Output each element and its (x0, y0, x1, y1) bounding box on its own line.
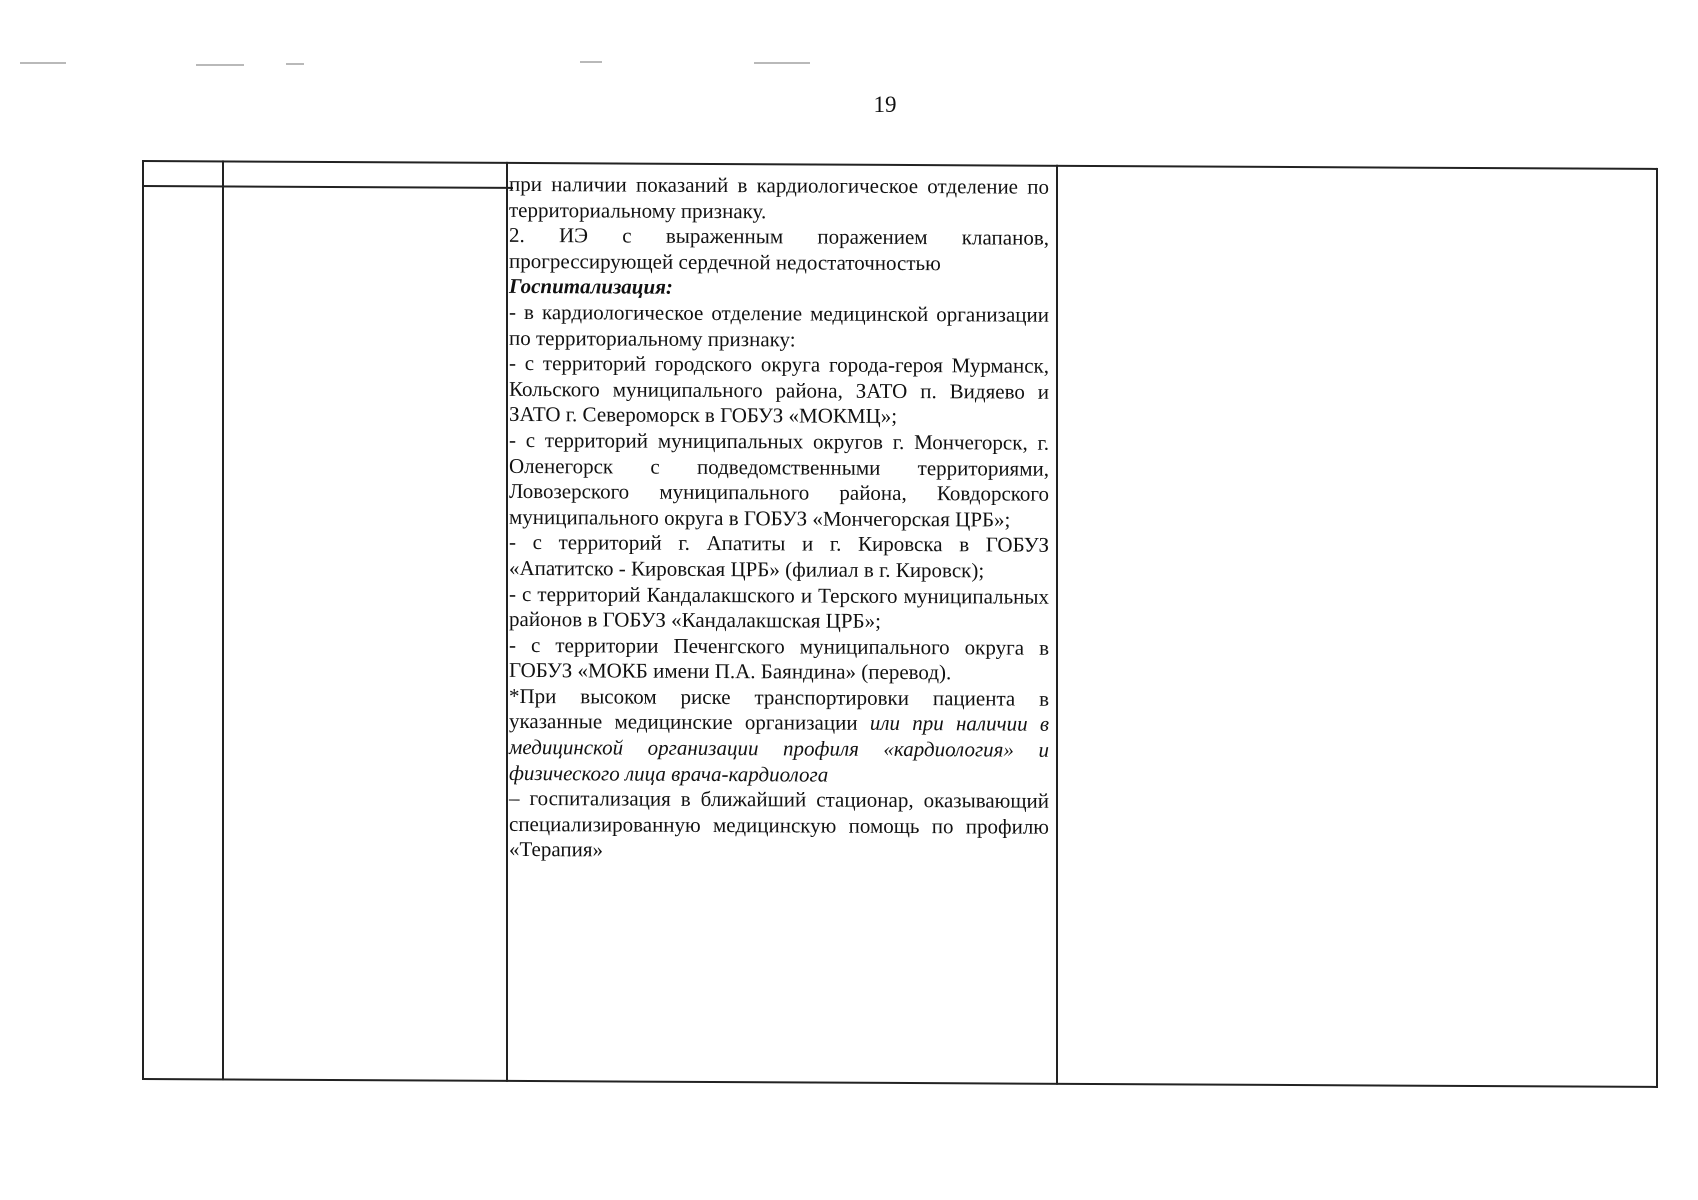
table-left-border (142, 160, 144, 1080)
table-right-border (1656, 168, 1658, 1088)
list-item: - с территорий Кандалакшского и Терского муниципальных районов в ГОБУЗ «Кандалакшская ЦРБ»; (509, 581, 1049, 633)
scan-artifact (754, 62, 810, 64)
table-top-border (142, 160, 1658, 170)
list-item: - с территорий г. Апатиты и г. Кировска в ГОБУЗ «Апатитско - Кировская ЦРБ» (филиал в г. Кировск); (509, 530, 1049, 583)
table-row-border (142, 185, 513, 189)
list-item: - с территории Печенгского муниципального округа в ГОБУЗ «МОКБ имени П.А. Баяндина» (перевод). (509, 632, 1049, 685)
paragraph-ie-severe: 2. ИЭ с выраженным поражением клапанов, прогрессирующей сердечной недостаточностью (509, 223, 1049, 275)
scan-artifact (580, 61, 602, 63)
page-number: 19 (873, 92, 897, 117)
table-column-divider (222, 160, 224, 1080)
scan-artifact (286, 63, 304, 65)
final-hospitalization: – госпитализация в ближайший стационар, оказывающий специализированную медицинскую помощь по профилю «Терапия» (509, 786, 1049, 862)
table-cell-text (509, 172, 1049, 866)
hospitalization-heading: Госпитализация: (509, 274, 673, 300)
paragraph-indications: при наличии показаний в кардиологическое отделение по территориальному признаку. (509, 171, 1049, 223)
scan-artifact (20, 62, 66, 64)
scan-artifact (196, 64, 244, 66)
table-column-divider (1056, 165, 1058, 1085)
note-text: *При высоком риске транспортировки пациента в указанные медицинские организации (509, 683, 1049, 736)
transport-risk-note (509, 684, 1049, 789)
note-italic-text: или при наличии в медицинской организации профиля «кардиология» и физического лица врача-кардиолога (509, 711, 1049, 787)
table-column-divider (506, 162, 508, 1082)
table-bottom-border (142, 1078, 1658, 1088)
list-item: - с территорий городского округа города-героя Мурманск, Кольского муниципального района, ЗАТО п. Видяево и ЗАТО г. Североморск в ГОБУЗ «МОКМЦ»; (509, 351, 1049, 429)
list-item: - в кардиологическое отделение медицинской организации по территориальному признаку: (509, 299, 1049, 351)
list-item: - с территорий муниципальных округов г. Мончегорск, г. Оленегорск с подведомственными территориями, Ловозерского муниципального района, Ковдорского муниципального округа в ГОБУЗ «Мончегорская ЦРБ»; (509, 427, 1049, 532)
document-table (142, 160, 1658, 1088)
